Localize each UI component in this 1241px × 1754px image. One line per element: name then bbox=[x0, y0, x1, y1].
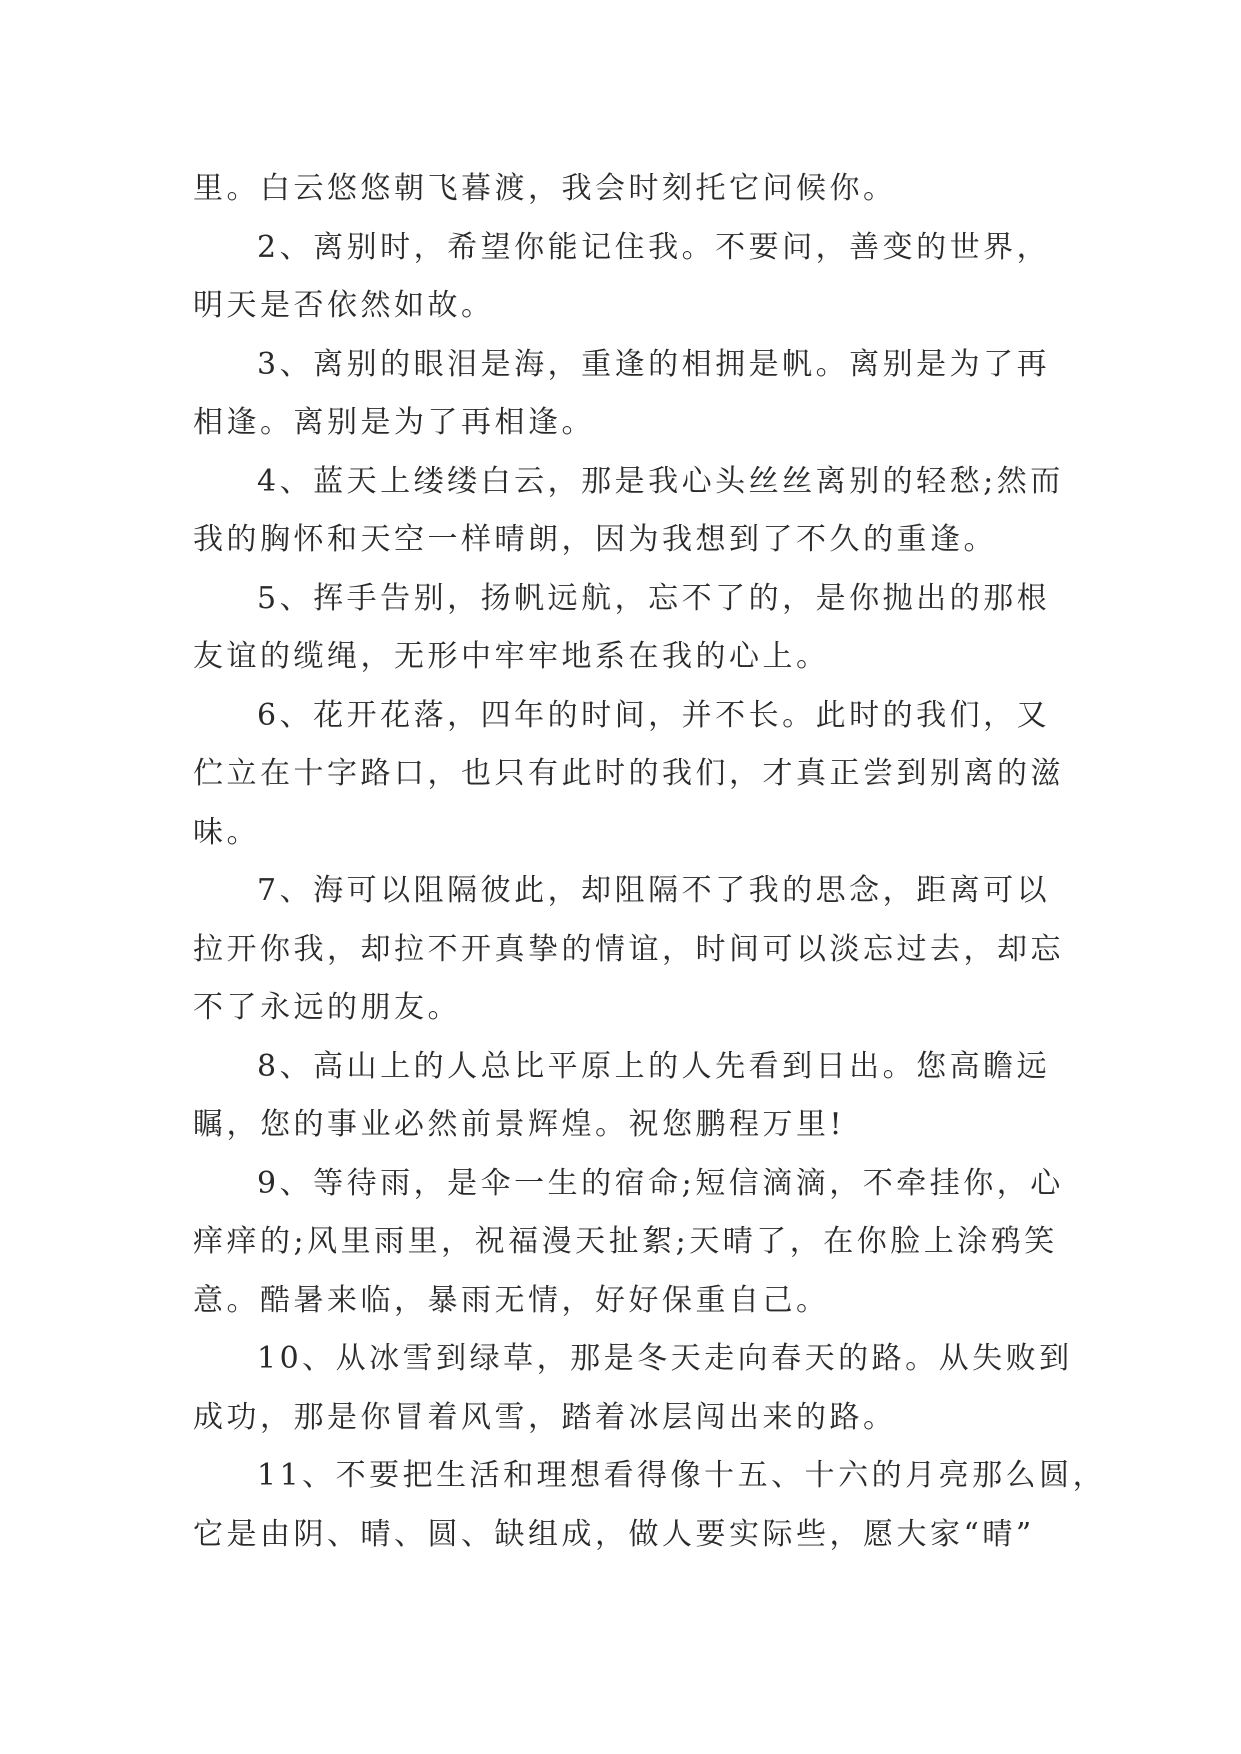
text-line: 伫立在十字路口，也只有此时的我们，才真正尝到别离的滋 bbox=[193, 756, 1064, 791]
text-line: 痒痒的;风里雨里，祝福漫天扯絮;天晴了，在你脸上涂鸦笑 bbox=[193, 1224, 1058, 1259]
text-line: 味。 bbox=[193, 814, 260, 850]
text-line: 3、离别的眼泪是海，重逢的相拥是帆。离别是为了再 bbox=[257, 346, 1051, 382]
paragraph-10 bbox=[193, 1330, 1073, 1447]
text-line: 它是由阴、晴、圆、缺组成，做人要实际些，愿大家“晴” bbox=[193, 1516, 1035, 1552]
paragraph-11 bbox=[193, 1447, 1107, 1564]
text-line: 意。酷暑来临，暴雨无情，好好保重自己。 bbox=[193, 1282, 830, 1318]
paragraph-3 bbox=[193, 336, 1053, 453]
text-line: 成功，那是你冒着风雪，踏着冰层闯出来的路。 bbox=[193, 1399, 897, 1435]
paragraph-9 bbox=[193, 1155, 1064, 1331]
text-line: 7、海可以阻隔彼此，却阻隔不了我的思念，距离可以 bbox=[257, 873, 1051, 908]
text-line: 相逢。离别是为了再相逢。 bbox=[193, 405, 595, 440]
paragraph-continuation bbox=[193, 160, 1053, 219]
text-line: 10、从冰雪到绿草，那是冬天走向春天的路。从失败到 bbox=[257, 1341, 1073, 1376]
paragraph-5 bbox=[193, 570, 1053, 687]
text-line: 8、高山上的人总比平原上的人先看到日出。您高瞻远 bbox=[257, 1048, 1051, 1084]
paragraph-7 bbox=[193, 862, 1064, 1038]
text-line: 友谊的缆绳，无形中牢牢地系在我的心上。 bbox=[193, 639, 830, 674]
text-line: 2、离别时，希望你能记住我。不要问，善变的世界， bbox=[257, 229, 1051, 265]
text-line: 里。白云悠悠朝飞暮渡，我会时刻托它问候你。 bbox=[193, 171, 897, 206]
text-line: 不了永远的朋友。 bbox=[193, 990, 461, 1025]
body-text bbox=[193, 160, 1107, 1564]
text-line: 4、蓝天上缕缕白云，那是我心头丝丝离别的轻愁;然而 bbox=[257, 463, 1064, 499]
paragraph-6 bbox=[193, 687, 1064, 863]
text-line: 我的胸怀和天空一样晴朗，因为我想到了不久的重逢。 bbox=[193, 522, 997, 557]
text-line: 瞩，您的事业必然前景辉煌。祝您鹏程万里! bbox=[193, 1107, 846, 1142]
text-line: 5、挥手告别，扬帆远航，忘不了的，是你抛出的那根 bbox=[257, 580, 1051, 616]
text-line: 明天是否依然如故。 bbox=[193, 288, 495, 323]
text-line: 拉开你我，却拉不开真挚的情谊，时间可以淡忘过去，却忘 bbox=[193, 931, 1064, 967]
text-line: 6、花开花落，四年的时间，并不长。此时的我们，又 bbox=[257, 697, 1051, 733]
text-line: 11、不要把生活和理想看得像十五、十六的月亮那么圆， bbox=[257, 1458, 1107, 1493]
paragraph-8 bbox=[193, 1038, 1053, 1155]
paragraph-4 bbox=[193, 453, 1064, 570]
text-line: 9、等待雨，是伞一生的宿命;短信滴滴，不牵挂你，心 bbox=[257, 1165, 1064, 1201]
paragraph-2 bbox=[193, 219, 1053, 336]
